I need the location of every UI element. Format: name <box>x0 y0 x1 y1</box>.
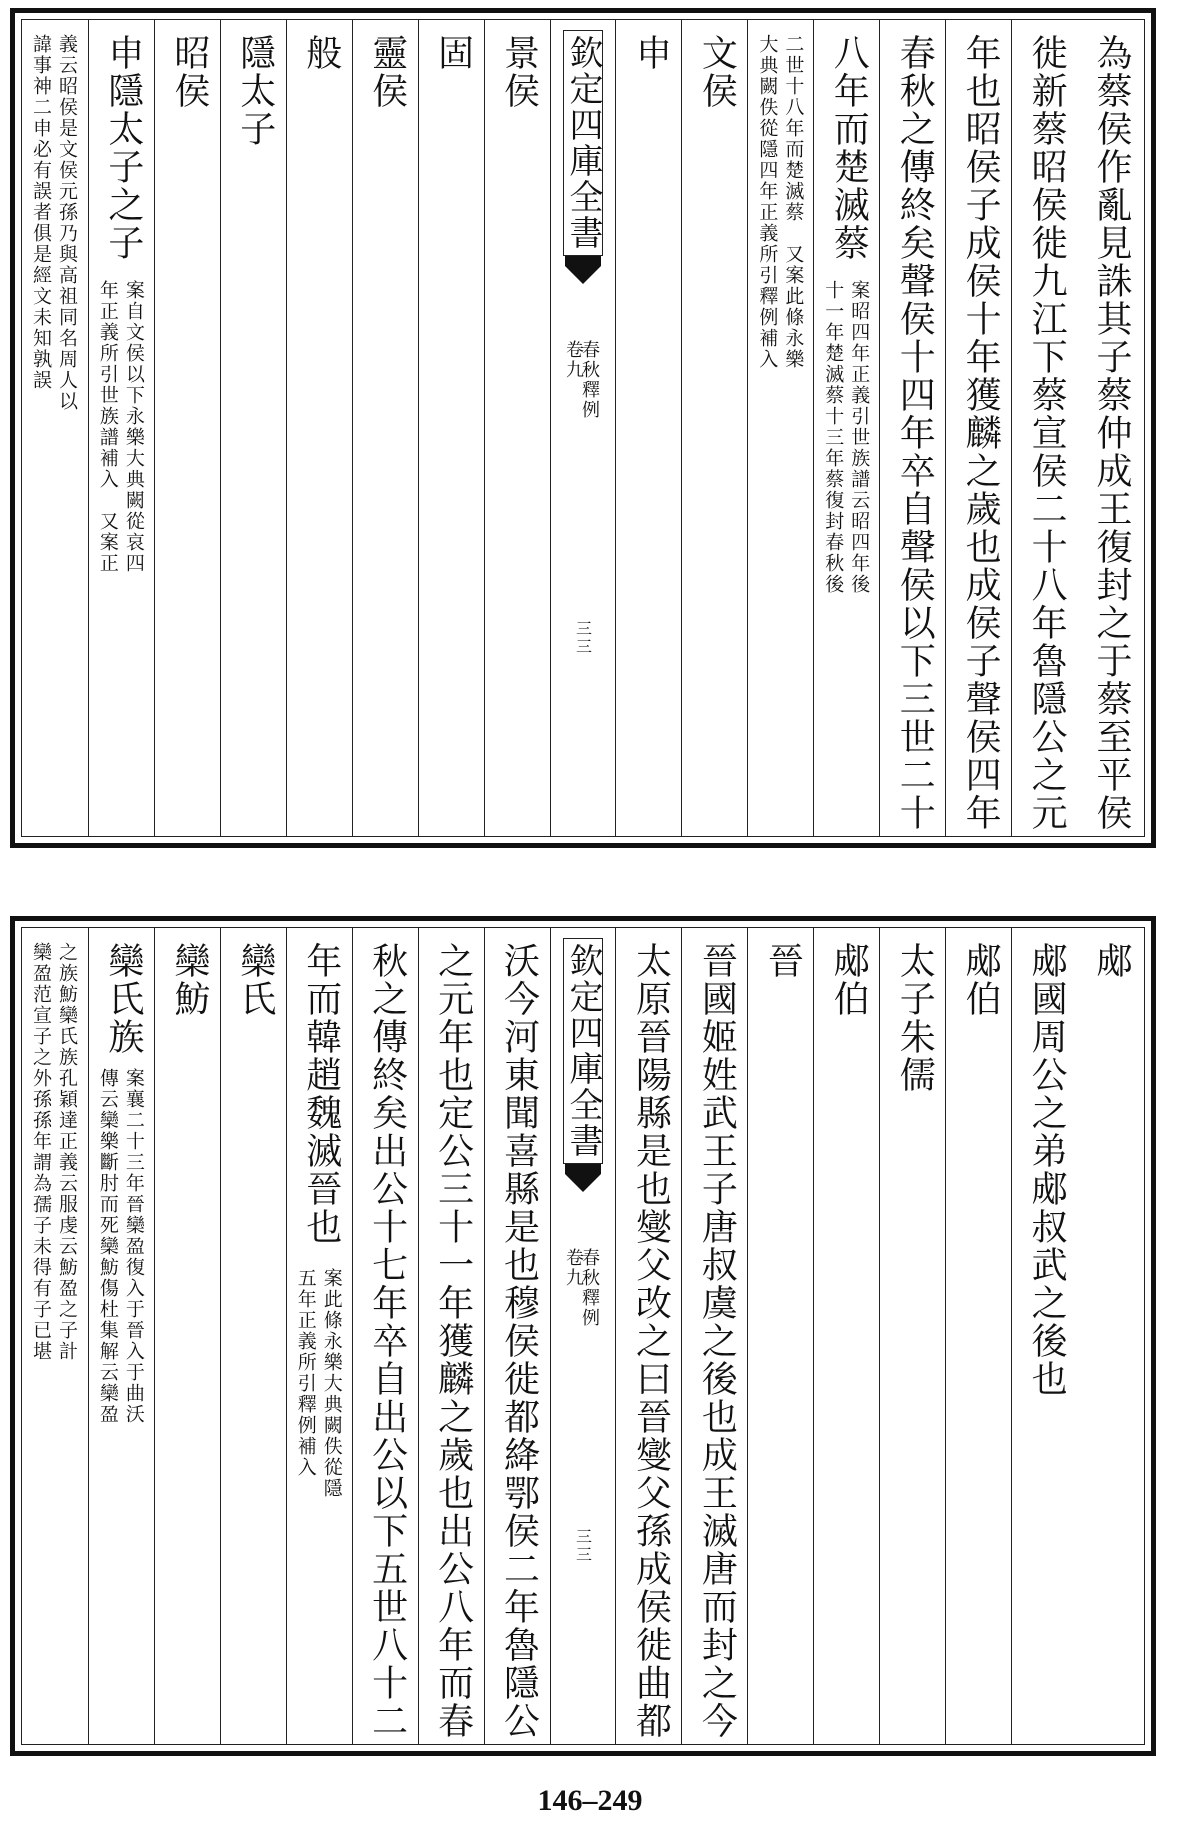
text-column <box>1011 20 1077 836</box>
annotation-right: 義云昭侯是文侯元孫乃與高祖同名周人以 <box>55 34 78 412</box>
leaf-number: 三三 <box>573 1528 593 1564</box>
annotation-right: 之族魴欒氏族孔穎達正義云服虔云魴盈之子計 <box>55 942 78 1362</box>
main-text: 晉國姬姓武王子唐叔虞之後也成王滅唐而封之今 <box>696 942 738 1740</box>
annotation-left: 五年正義所引釋例補入 <box>294 1268 317 1478</box>
annotation-left: 十一年楚滅蔡十三年蔡復封春秋後 <box>822 280 845 595</box>
annotation-right: 二世十八年而楚滅蔡 又案此條永樂 <box>782 34 805 370</box>
main-text: 固 <box>432 34 474 72</box>
volume-label: 卷九 <box>562 340 584 380</box>
main-text: 隱太子 <box>234 34 276 148</box>
text-column <box>813 20 879 836</box>
text-column <box>418 20 484 836</box>
text-column <box>550 20 616 836</box>
text-column <box>945 20 1011 836</box>
text-column <box>681 20 747 836</box>
annotation-left: 傳云欒樂斷肘而死欒魴傷杜集解云欒盈 <box>96 1068 119 1425</box>
text-column <box>681 928 747 1744</box>
annotation-left: 年正義所引世族譜補入 又案正 <box>96 280 119 574</box>
text-column <box>220 928 286 1744</box>
text-column <box>484 928 550 1744</box>
text-column <box>1077 20 1143 836</box>
main-text: 春秋之傳終矣聲侯十四年卒自聲侯以下三世二十 <box>894 34 936 832</box>
main-text: 秋之傳終矣出公十七年卒自出公以下五世八十二 <box>366 942 408 1740</box>
text-column <box>352 20 418 836</box>
main-text: 年而韓趙魏滅晉也 <box>300 942 342 1246</box>
main-text: 郕 <box>1091 942 1133 980</box>
main-text: 申 <box>630 34 672 72</box>
book-title-label: 春秋釋例 <box>578 340 600 420</box>
main-text: 之元年也定公三十一年獲麟之歲也出公八年而春 <box>432 942 474 1740</box>
annotation-right: 案昭四年正義引世族譜云昭四年後 <box>848 280 871 595</box>
main-text: 申隱太子之子 <box>102 34 144 262</box>
volume-label: 卷九 <box>562 1248 584 1288</box>
annotation-left: 欒盈范宣子之外孫孫年謂為孺子未得有子已堪 <box>29 942 52 1362</box>
main-text: 晉 <box>762 942 804 980</box>
annotation-right: 案襄二十三年晉欒盈復入于晉入于曲沃 <box>122 1068 145 1425</box>
main-text: 八年而楚滅蔡 <box>828 34 870 262</box>
text-column <box>813 928 879 1744</box>
siku-quanshu-title: 欽定四庫全書 <box>563 938 603 1164</box>
text-column <box>550 928 616 1744</box>
main-text: 郕伯 <box>960 942 1002 1018</box>
main-text: 文侯 <box>696 34 738 110</box>
top-page-frame <box>21 19 1145 837</box>
book-title-label: 春秋釋例 <box>578 1248 600 1328</box>
text-column <box>1011 928 1077 1744</box>
main-text: 般 <box>300 34 342 72</box>
text-column <box>88 20 154 836</box>
text-column <box>22 20 88 836</box>
fishtail-mark-icon <box>565 1164 601 1192</box>
main-text: 欒氏 <box>234 942 276 1018</box>
annotation-right: 案此條永樂大典闕佚從隱 <box>320 1268 343 1499</box>
main-text: 沃今河東聞喜縣是也穆侯徙都絳鄂侯二年魯隱公 <box>498 942 540 1740</box>
main-text: 太子朱儒 <box>894 942 936 1094</box>
text-column <box>879 20 945 836</box>
main-text: 欒氏族 <box>102 942 144 1056</box>
text-column <box>747 20 813 836</box>
siku-quanshu-title: 欽定四庫全書 <box>563 30 603 256</box>
main-text: 靈侯 <box>366 34 408 110</box>
main-text: 昭侯 <box>168 34 210 110</box>
main-text: 郕國周公之弟郕叔武之後也 <box>1026 942 1068 1398</box>
text-column <box>484 20 550 836</box>
main-text: 為蔡侯作亂見誅其子蔡仲成王復封之于蔡至平侯 <box>1091 34 1133 832</box>
fishtail-mark-icon <box>565 256 601 284</box>
bottom-page <box>10 916 1156 1756</box>
text-column <box>286 928 352 1744</box>
text-column <box>418 928 484 1744</box>
text-column <box>220 20 286 836</box>
text-column <box>879 928 945 1744</box>
leaf-number: 三三 <box>573 620 593 656</box>
page-number: 146–249 <box>537 1784 643 1817</box>
main-text: 太原晉陽縣是也燮父改之曰晉燮父孫成侯徙曲都 <box>630 942 672 1740</box>
text-column <box>747 928 813 1744</box>
main-text: 郕伯 <box>828 942 870 1018</box>
text-column <box>154 20 220 836</box>
text-column <box>1077 928 1143 1744</box>
text-column <box>286 20 352 836</box>
top-page <box>10 8 1156 848</box>
text-column <box>945 928 1011 1744</box>
text-column <box>615 928 681 1744</box>
annotation-left: 大典闕佚從隱四年正義所引釋例補入 <box>756 34 779 370</box>
text-column <box>88 928 154 1744</box>
main-text: 景侯 <box>498 34 540 110</box>
text-column <box>22 928 88 1744</box>
annotation-left: 諱事神二申必有誤者俱是經文未知孰誤 <box>29 34 52 391</box>
main-text: 欒魴 <box>168 942 210 1018</box>
main-text: 年也昭侯子成侯十年獲麟之歲也成侯子聲侯四年 <box>960 34 1002 832</box>
bottom-page-frame <box>21 927 1145 1745</box>
text-column <box>352 928 418 1744</box>
main-text: 徙新蔡昭侯徙九江下蔡宣侯二十八年魯隱公之元 <box>1026 34 1068 832</box>
annotation-right: 案自文侯以下永樂大典闕從哀四 <box>122 280 145 574</box>
text-column <box>615 20 681 836</box>
text-column <box>154 928 220 1744</box>
